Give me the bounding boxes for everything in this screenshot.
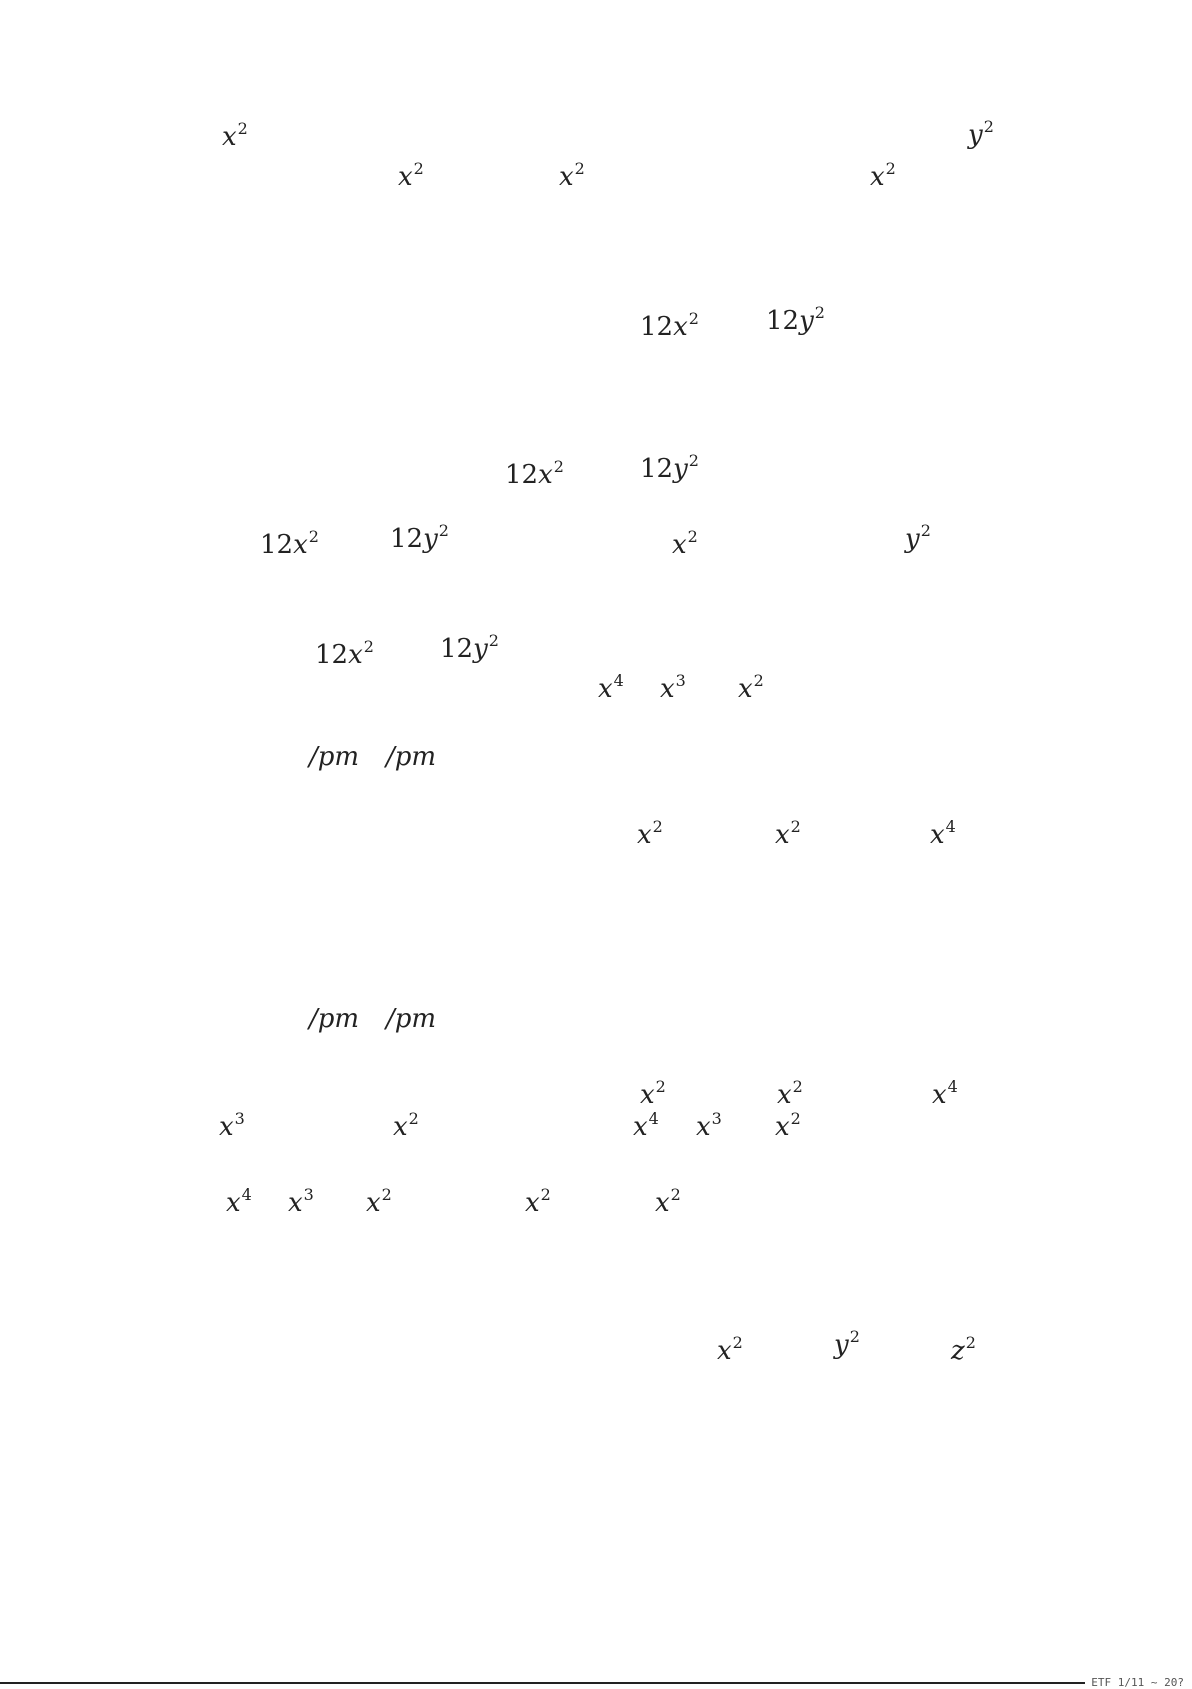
variable: x (930, 820, 945, 850)
math-fragment (766, 303, 825, 336)
math-fragment (559, 159, 585, 192)
math-fragment (660, 671, 686, 704)
exponent: 2 (790, 1109, 801, 1128)
math-fragment (219, 1109, 245, 1142)
exponent: 2 (655, 1077, 666, 1096)
math-fragment (288, 1185, 314, 1218)
math-fragment (637, 817, 663, 850)
variable: x (348, 640, 363, 670)
variable: x (870, 162, 885, 192)
exponent: 3 (675, 671, 686, 690)
coefficient: 12 (390, 524, 424, 554)
math-fragment (870, 159, 896, 192)
math-fragment (386, 1006, 436, 1032)
variable: y (834, 1330, 849, 1360)
math-fragment (640, 309, 699, 342)
variable: x (398, 162, 413, 192)
exponent: 2 (920, 521, 931, 540)
math-fragment (655, 1185, 681, 1218)
variable: x (288, 1188, 303, 1218)
math-fragment (222, 119, 248, 152)
exponent: 2 (732, 1333, 743, 1352)
exponent: 3 (711, 1109, 722, 1128)
variable: x (219, 1112, 234, 1142)
exponent: 4 (241, 1185, 252, 1204)
math-fragment (598, 671, 624, 704)
math-fragment (633, 1109, 659, 1142)
exponent: 4 (648, 1109, 659, 1128)
math-fragment (968, 117, 994, 150)
math-fragment (951, 1333, 976, 1366)
math-fragment (390, 521, 449, 554)
math-fragment (640, 451, 699, 484)
variable: /pm (386, 1004, 437, 1034)
exponent: 2 (965, 1333, 976, 1352)
coefficient: 12 (505, 460, 539, 490)
exponent: 2 (687, 527, 698, 546)
math-fragment (930, 817, 956, 850)
exponent: 2 (540, 1185, 551, 1204)
variable: x (775, 1112, 790, 1142)
variable: x (777, 1080, 792, 1110)
variable: y (799, 306, 814, 336)
variable: /pm (386, 742, 437, 772)
math-fragment (393, 1109, 419, 1142)
exponent: 4 (613, 671, 624, 690)
coefficient: 12 (640, 312, 674, 342)
variable: /pm (309, 742, 360, 772)
math-fragment (386, 744, 436, 770)
exponent: 2 (688, 451, 699, 470)
exponent: 2 (885, 159, 896, 178)
variable: z (951, 1336, 965, 1366)
variable: x (226, 1188, 241, 1218)
math-fragment (696, 1109, 722, 1142)
exponent: 3 (234, 1109, 245, 1128)
exponent: 2 (553, 457, 564, 476)
variable: y (905, 524, 920, 554)
variable: x (633, 1112, 648, 1142)
math-fragment (775, 817, 801, 850)
variable: x (598, 674, 613, 704)
math-fragment (309, 744, 359, 770)
variable: x (655, 1188, 670, 1218)
variable: x (538, 460, 553, 490)
coefficient: 12 (640, 454, 674, 484)
coefficient: 12 (440, 634, 474, 664)
exponent: 2 (652, 817, 663, 836)
exponent: 2 (438, 521, 449, 540)
math-fragment (640, 1077, 666, 1110)
variable: y (423, 524, 438, 554)
math-fragment (315, 637, 374, 670)
variable: x (660, 674, 675, 704)
exponent: 2 (814, 303, 825, 322)
math-fragment (905, 521, 931, 554)
coefficient: 12 (315, 640, 349, 670)
math-fragment (932, 1077, 958, 1110)
exponent: 2 (488, 631, 499, 650)
variable: x (222, 122, 237, 152)
variable: x (672, 530, 687, 560)
variable: x (293, 530, 308, 560)
exponent: 2 (790, 817, 801, 836)
math-fragment (775, 1109, 801, 1142)
variable: y (673, 454, 688, 484)
exponent: 2 (753, 671, 764, 690)
coefficient: 12 (260, 530, 294, 560)
variable: x (559, 162, 574, 192)
variable: y (473, 634, 488, 664)
variable: x (775, 820, 790, 850)
math-fragment (777, 1077, 803, 1110)
exponent: 2 (849, 1327, 860, 1346)
exponent: 2 (574, 159, 585, 178)
math-fragment (717, 1333, 743, 1366)
footer-text: ETF 1/11 ~ 20? (1091, 1676, 1184, 1689)
variable: x (932, 1080, 947, 1110)
variable: x (366, 1188, 381, 1218)
math-fragment (398, 159, 424, 192)
math-fragment (309, 1006, 359, 1032)
variable: y (968, 120, 983, 150)
exponent: 2 (237, 119, 248, 138)
variable: x (637, 820, 652, 850)
exponent: 2 (308, 527, 319, 546)
variable: x (738, 674, 753, 704)
math-fragment (834, 1327, 860, 1360)
exponent: 3 (303, 1185, 314, 1204)
math-fragment (260, 527, 319, 560)
variable: /pm (309, 1004, 360, 1034)
variable: x (525, 1188, 540, 1218)
variable: x (673, 312, 688, 342)
math-fragment (440, 631, 499, 664)
exponent: 2 (792, 1077, 803, 1096)
footer-rule (0, 1682, 1085, 1684)
variable: x (696, 1112, 711, 1142)
exponent: 2 (688, 309, 699, 328)
exponent: 2 (670, 1185, 681, 1204)
variable: x (640, 1080, 655, 1110)
exponent: 2 (983, 117, 994, 136)
exponent: 2 (363, 637, 374, 656)
exponent: 4 (947, 1077, 958, 1096)
math-fragment (525, 1185, 551, 1218)
exponent: 2 (413, 159, 424, 178)
exponent: 4 (945, 817, 956, 836)
math-fragment (505, 457, 564, 490)
math-fragment (226, 1185, 252, 1218)
exponent: 2 (408, 1109, 419, 1128)
math-fragment (738, 671, 764, 704)
math-fragment (672, 527, 698, 560)
coefficient: 12 (766, 306, 800, 336)
exponent: 2 (381, 1185, 392, 1204)
variable: x (717, 1336, 732, 1366)
math-fragment (366, 1185, 392, 1218)
variable: x (393, 1112, 408, 1142)
